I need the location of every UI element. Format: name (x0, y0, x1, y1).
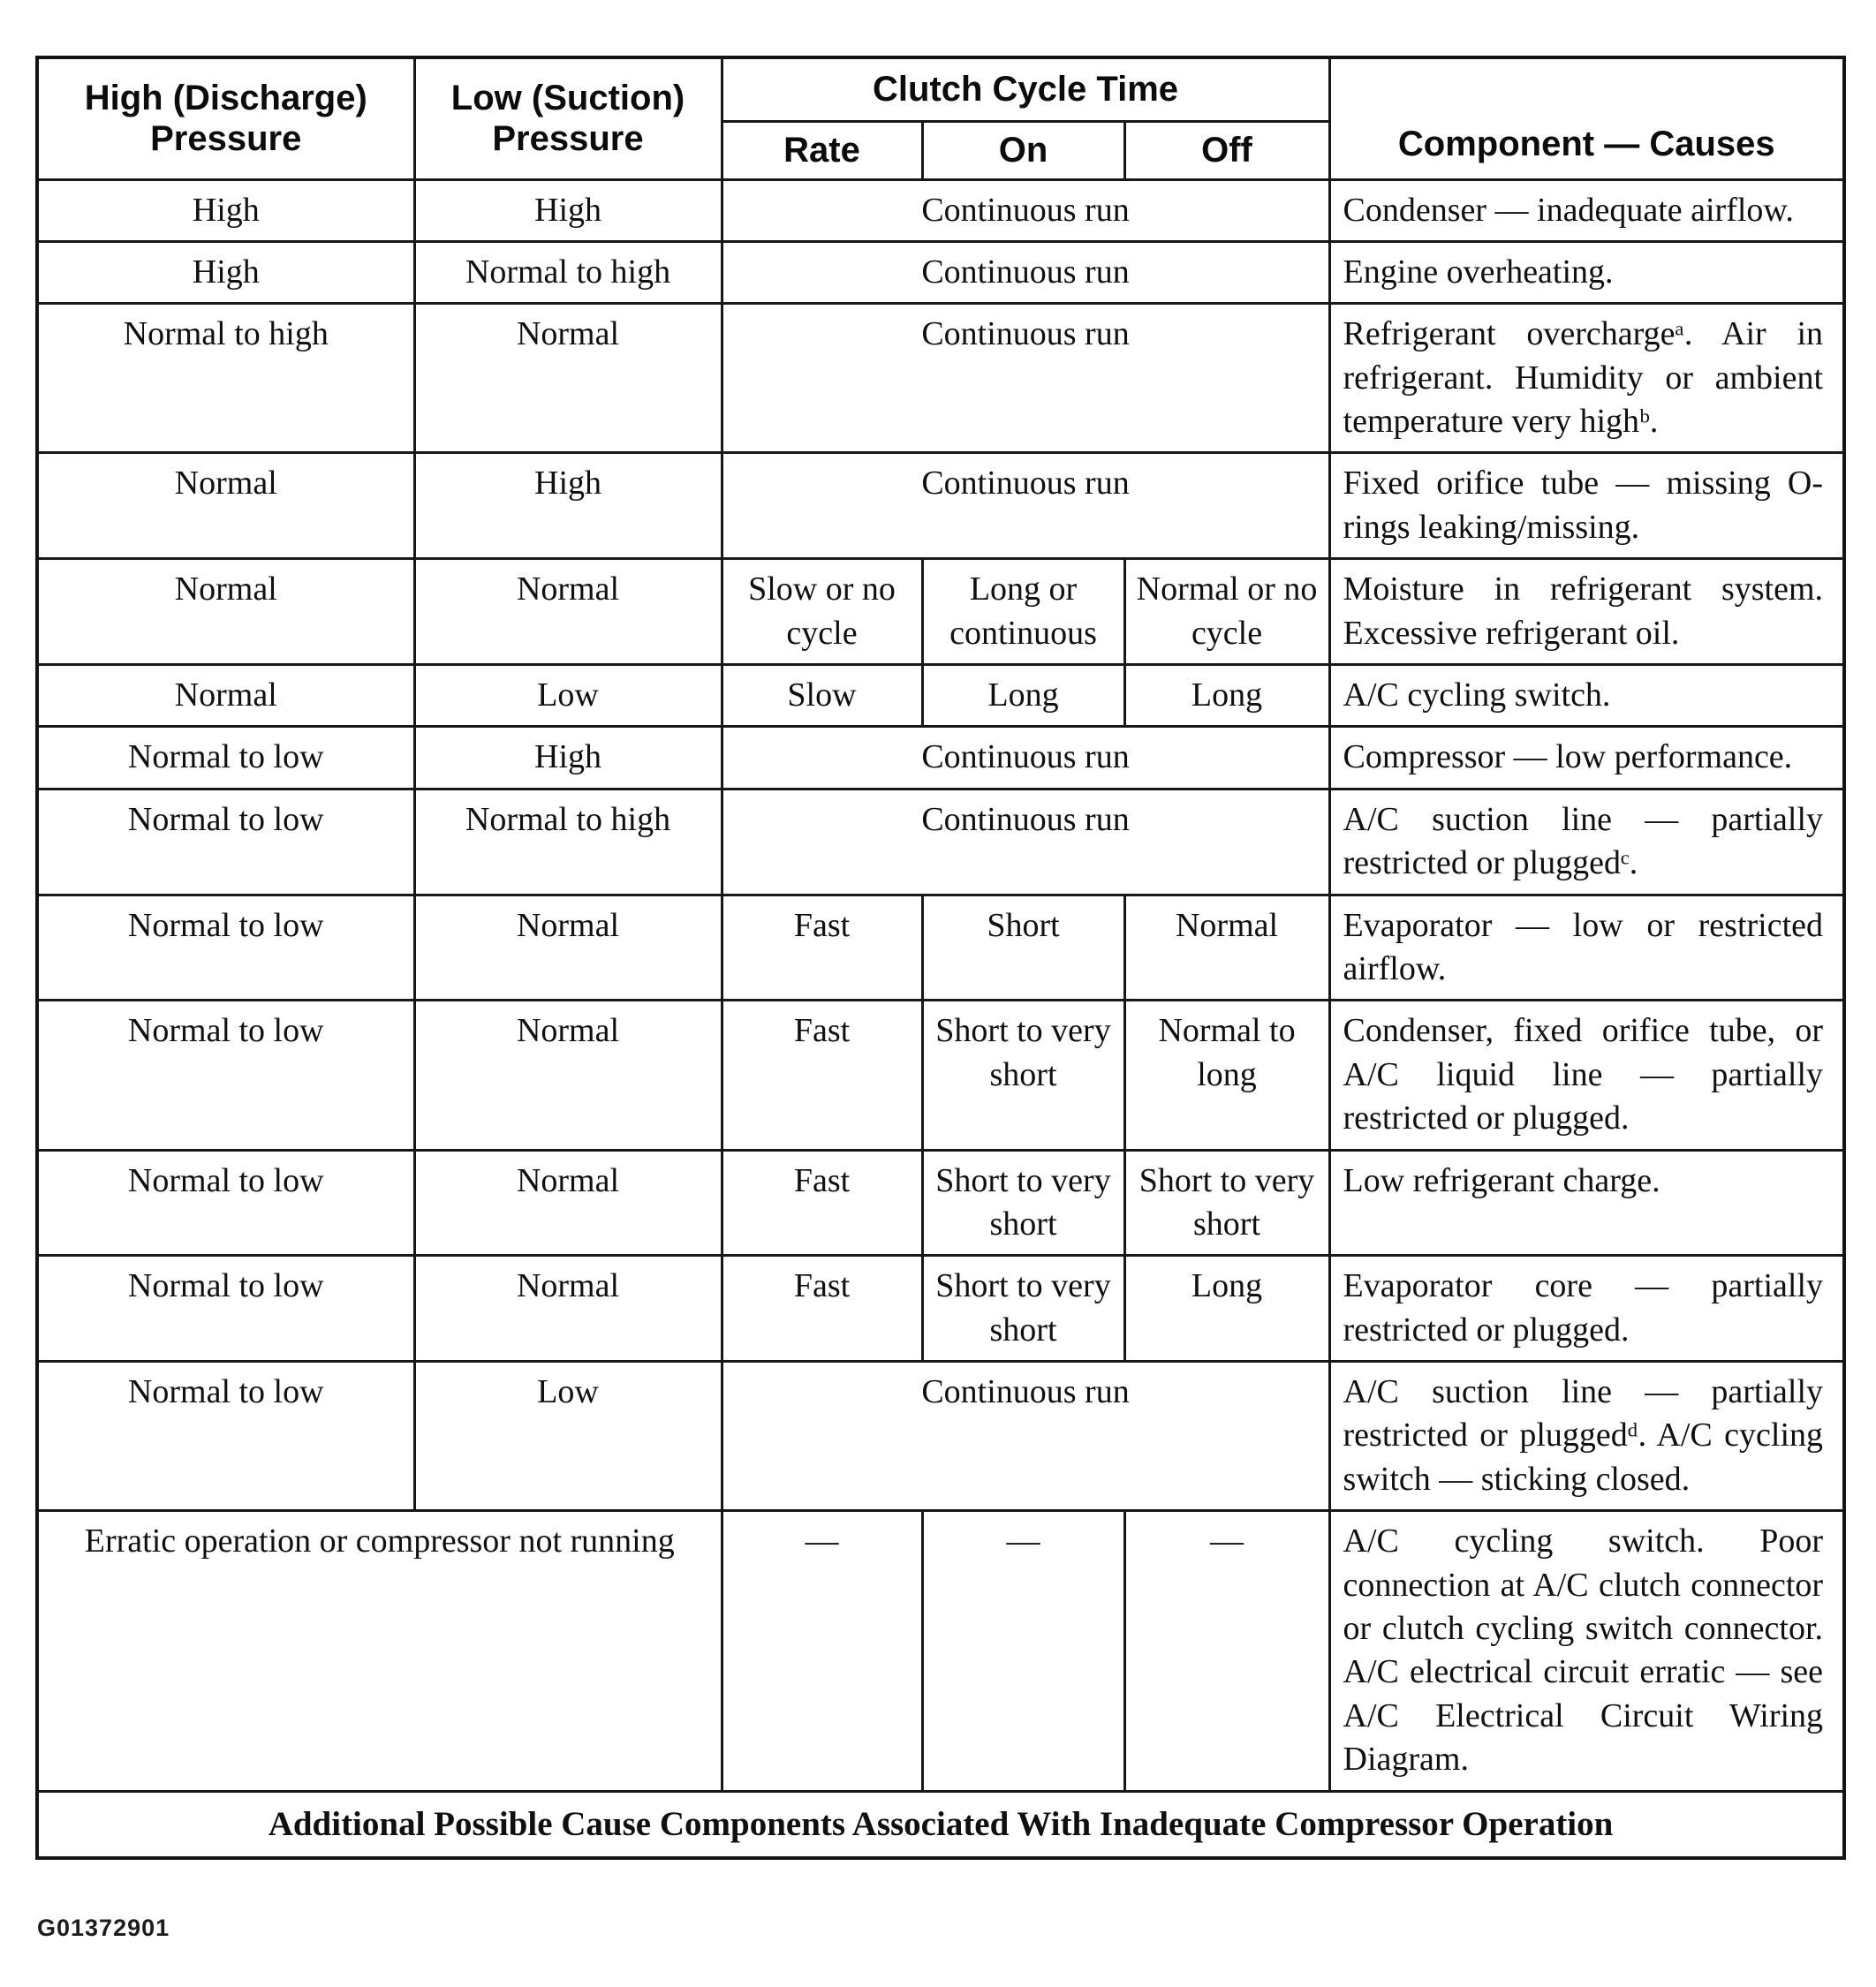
cell-component-causes: Engine overheating. (1329, 241, 1844, 303)
cell-erratic-operation: Erratic operation or compressor not running (37, 1511, 722, 1791)
cell-component-causes: A/C suction line — partially restricted or pluggedᵈ. A/C cycling switch — sticking closed. (1329, 1362, 1844, 1511)
cell-rate: Slow or no cycle (722, 559, 922, 665)
cell-high-pressure: Normal to low (37, 1150, 414, 1256)
cell-high-pressure: Normal (37, 453, 414, 559)
cell-clutch-cycle: Continuous run (722, 179, 1329, 241)
cell-component-causes: Moisture in refrigerant system. Excessive refrigerant oil. (1329, 559, 1844, 665)
cell-low-pressure: High (414, 727, 722, 789)
cell-low-pressure: Normal to high (414, 789, 722, 895)
cell-off: Long (1124, 1256, 1329, 1362)
table-row (37, 1150, 1844, 1256)
cell-component-causes: Evaporator — low or restricted airflow. (1329, 895, 1844, 1001)
cell-rate: Fast (722, 895, 922, 1001)
cell-component-causes: Condenser — inadequate airflow. (1329, 179, 1844, 241)
figure-id: G01372901 (37, 1915, 170, 1941)
cell-off: Normal to long (1124, 1001, 1329, 1150)
cell-component-causes: Low refrigerant charge. (1329, 1150, 1844, 1256)
header-high-discharge-pressure: High (Discharge) Pressure (37, 57, 414, 179)
cell-on: Short (922, 895, 1124, 1001)
table-row (37, 304, 1844, 453)
table-row (37, 179, 1844, 241)
cell-component-causes: Fixed orifice tube — missing O-rings leaking/missing. (1329, 453, 1844, 559)
cell-low-pressure: Normal (414, 559, 722, 665)
cell-component-causes: Evaporator core — partially restricted or plugged. (1329, 1256, 1844, 1362)
cell-off: Normal or no cycle (1124, 559, 1329, 665)
cell-off: Long (1124, 665, 1329, 727)
cell-on: — (922, 1511, 1124, 1791)
table-body (37, 179, 1844, 1858)
cell-rate: Fast (722, 1256, 922, 1362)
cell-low-pressure: Normal (414, 895, 722, 1001)
header-rate: Rate (722, 121, 922, 179)
table-row (37, 453, 1844, 559)
cell-high-pressure: Normal to low (37, 1362, 414, 1511)
cell-high-pressure: Normal to low (37, 1256, 414, 1362)
cell-component-causes: A/C cycling switch. Poor connection at A/C clutch connector or clutch cycling switch connector. A/C electrical circuit erratic — see A/C Electrical Circuit Wiring Diagram. (1329, 1511, 1844, 1791)
table-row (37, 1511, 1844, 1791)
table-row (37, 1362, 1844, 1511)
cell-clutch-cycle: Continuous run (722, 727, 1329, 789)
table-row (37, 241, 1844, 303)
cell-off: — (1124, 1511, 1329, 1791)
header-row-group (37, 57, 1844, 121)
cell-high-pressure: Normal (37, 665, 414, 727)
cell-high-pressure: Normal to low (37, 727, 414, 789)
cell-rate: Fast (722, 1001, 922, 1150)
ac-clutch-cycle-diagnosis-table (35, 56, 1846, 1860)
table-footer-row (37, 1791, 1844, 1858)
cell-component-causes: Condenser, fixed orifice tube, or A/C liquid line — partially restricted or plugged. (1329, 1001, 1844, 1150)
cell-component-causes: Compressor — low performance. (1329, 727, 1844, 789)
cell-clutch-cycle: Continuous run (722, 789, 1329, 895)
cell-high-pressure: Normal to low (37, 1001, 414, 1150)
cell-low-pressure: Normal (414, 1001, 722, 1150)
cell-high-pressure: High (37, 241, 414, 303)
table-row (37, 895, 1844, 1001)
header-low-suction-pressure: Low (Suction) Pressure (414, 57, 722, 179)
table-row (37, 665, 1844, 727)
cell-low-pressure: Normal to high (414, 241, 722, 303)
header-component-causes: Component — Causes (1329, 57, 1844, 179)
cell-clutch-cycle: Continuous run (722, 304, 1329, 453)
cell-high-pressure: Normal to high (37, 304, 414, 453)
cell-on: Long (922, 665, 1124, 727)
cell-clutch-cycle: Continuous run (722, 453, 1329, 559)
header-clutch-cycle-time: Clutch Cycle Time (722, 57, 1329, 121)
cell-component-causes: Refrigerant overchargeᵃ. Air in refrigerant. Humidity or ambient temperature very highᵇ. (1329, 304, 1844, 453)
cell-high-pressure: Normal (37, 559, 414, 665)
cell-rate: — (722, 1511, 922, 1791)
cell-high-pressure: High (37, 179, 414, 241)
table-row (37, 727, 1844, 789)
cell-on: Short to very short (922, 1150, 1124, 1256)
cell-component-causes: A/C cycling switch. (1329, 665, 1844, 727)
header-on: On (922, 121, 1124, 179)
cell-high-pressure: Normal to low (37, 895, 414, 1001)
cell-low-pressure: Low (414, 665, 722, 727)
cell-low-pressure: Normal (414, 1150, 722, 1256)
cell-low-pressure: Normal (414, 304, 722, 453)
table-header (37, 57, 1844, 179)
cell-on: Short to very short (922, 1001, 1124, 1150)
header-off: Off (1124, 121, 1329, 179)
cell-high-pressure: Normal to low (37, 789, 414, 895)
cell-component-causes: A/C suction line — partially restricted or pluggedᶜ. (1329, 789, 1844, 895)
cell-low-pressure: High (414, 179, 722, 241)
table-row (37, 559, 1844, 665)
cell-low-pressure: Normal (414, 1256, 722, 1362)
cell-on: Short to very short (922, 1256, 1124, 1362)
cell-low-pressure: Low (414, 1362, 722, 1511)
table-row (37, 1256, 1844, 1362)
table-footer-note: Additional Possible Cause Components Associated With Inadequate Compressor Operation (37, 1791, 1844, 1858)
cell-rate: Fast (722, 1150, 922, 1256)
cell-off: Short to very short (1124, 1150, 1329, 1256)
table-row (37, 789, 1844, 895)
table-row (37, 1001, 1844, 1150)
cell-low-pressure: High (414, 453, 722, 559)
cell-clutch-cycle: Continuous run (722, 1362, 1329, 1511)
cell-off: Normal (1124, 895, 1329, 1001)
cell-rate: Slow (722, 665, 922, 727)
cell-clutch-cycle: Continuous run (722, 241, 1329, 303)
cell-on: Long or continuous (922, 559, 1124, 665)
